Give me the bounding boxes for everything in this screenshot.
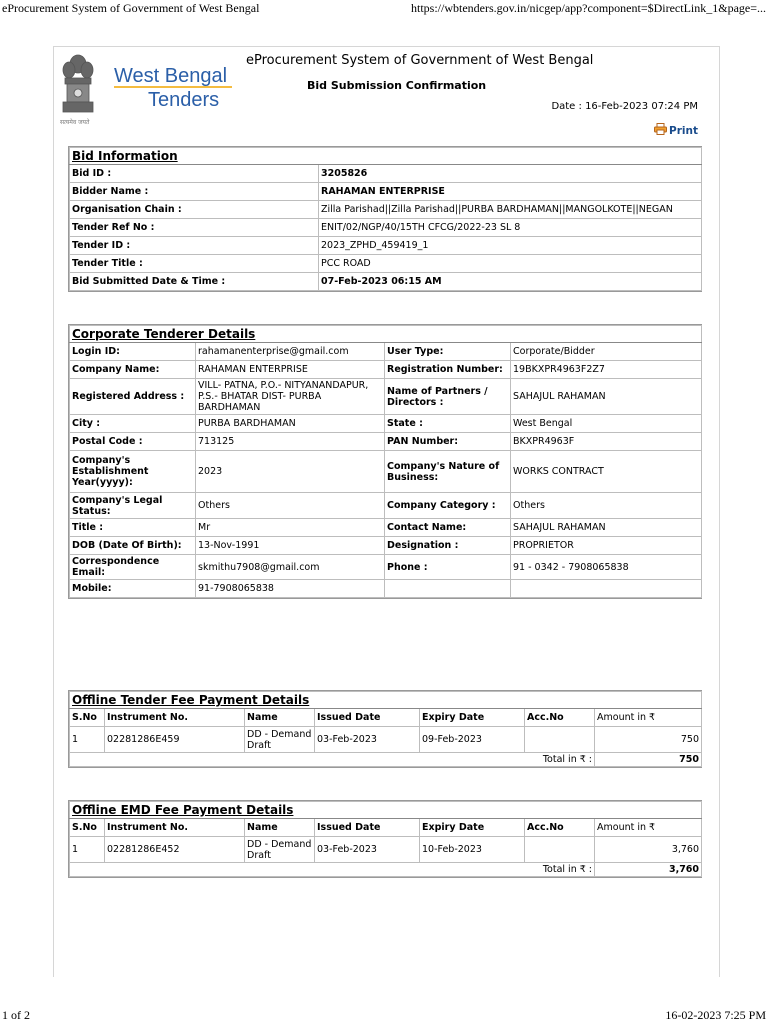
- corporate-value: 13-Nov-1991: [196, 537, 385, 555]
- corporate-row: [70, 451, 702, 493]
- corporate-value: SAHAJUL RAHAMAN: [511, 379, 702, 415]
- corporate-row: [70, 537, 702, 555]
- corporate-label: Registration Number:: [385, 361, 511, 379]
- column-header: Name: [245, 819, 315, 837]
- tender-fee-title: Offline Tender Fee Payment Details: [70, 692, 702, 709]
- bid-info-value: 3205826: [319, 165, 702, 183]
- bid-info-label: Tender ID :: [70, 237, 319, 255]
- corporate-value: [511, 580, 702, 598]
- bid-info-row: [70, 201, 702, 219]
- printer-icon: [654, 123, 667, 138]
- page-title: eProcurement System of Government of West Bengal: [246, 53, 594, 68]
- corporate-row: [70, 433, 702, 451]
- bid-info-value: 07-Feb-2023 06:15 AM: [319, 273, 702, 291]
- fee-cell-instrument: 02281286E459: [105, 727, 245, 753]
- page-subtitle: Bid Submission Confirmation: [307, 79, 487, 92]
- corporate-value: 19BKXPR4963F2Z7: [511, 361, 702, 379]
- corporate-label: Mobile:: [70, 580, 196, 598]
- print-timestamp: 16-02-2023 7:25 PM: [665, 1008, 766, 1022]
- corporate-label: Login ID:: [70, 343, 196, 361]
- corporate-label: City :: [70, 415, 196, 433]
- fee-cell-amount: 750: [595, 727, 702, 753]
- bid-info-row: [70, 273, 702, 291]
- fee-cell-expiry: 10-Feb-2023: [420, 837, 525, 863]
- fee-row: [70, 837, 702, 863]
- bid-information-title: Bid Information: [70, 148, 702, 165]
- bid-info-label: Bid Submitted Date & Time :: [70, 273, 319, 291]
- bid-info-value: RAHAMAN ENTERPRISE: [319, 183, 702, 201]
- bid-info-value: ENIT/02/NGP/40/15TH CFCG/2022-23 SL 8: [319, 219, 702, 237]
- corporate-value: Others: [511, 493, 702, 519]
- corporate-label: State :: [385, 415, 511, 433]
- bid-info-value: 2023_ZPHD_459419_1: [319, 237, 702, 255]
- column-header: Instrument No.: [105, 819, 245, 837]
- bid-info-row: [70, 219, 702, 237]
- svg-text:Tenders: Tenders: [148, 89, 220, 111]
- print-header-url: https://wbtenders.gov.in/nicgep/app?component=$DirectLink_1&page=...: [410, 1, 766, 15]
- column-header: Acc.No: [525, 709, 595, 727]
- column-header: Instrument No.: [105, 709, 245, 727]
- corporate-value: West Bengal: [511, 415, 702, 433]
- bid-info-label: Organisation Chain :: [70, 201, 319, 219]
- bid-info-row: [70, 237, 702, 255]
- fee-row: [70, 727, 702, 753]
- fee-cell-issued: 03-Feb-2023: [315, 837, 420, 863]
- fee-cell-amount: 3,760: [595, 837, 702, 863]
- corporate-label: [385, 580, 511, 598]
- corporate-label: Postal Code :: [70, 433, 196, 451]
- emblem-motto: सत्यमेव जयते: [60, 119, 90, 126]
- column-header: Issued Date: [315, 819, 420, 837]
- corporate-label: Name of Partners / Directors :: [385, 379, 511, 415]
- corporate-value: 91 - 0342 - 7908065838: [511, 555, 702, 580]
- corporate-value: 91-7908065838: [196, 580, 385, 598]
- fee-cell-expiry: 09-Feb-2023: [420, 727, 525, 753]
- tender-fee-section: [68, 690, 702, 768]
- column-header: S.No: [70, 709, 105, 727]
- corporate-value: PURBA BARDHAMAN: [196, 415, 385, 433]
- corporate-value: SAHAJUL RAHAMAN: [511, 519, 702, 537]
- svg-text:West Bengal: West Bengal: [114, 65, 228, 87]
- corporate-value: VILL- PATNA, P.O.- NITYANANDAPUR, P.S.- BHATAR DIST- PURBA BARDHAMAN: [196, 379, 385, 415]
- fee-total-row: [70, 863, 702, 877]
- fee-cell-acc: [525, 837, 595, 863]
- corporate-row: [70, 580, 702, 598]
- corporate-row: [70, 493, 702, 519]
- corporate-value: 2023: [196, 451, 385, 493]
- fee-cell-acc: [525, 727, 595, 753]
- bid-info-row: [70, 255, 702, 273]
- total-amount: 750: [595, 753, 702, 767]
- corporate-value: PROPRIETOR: [511, 537, 702, 555]
- corporate-details-section: [68, 324, 702, 599]
- column-header: Expiry Date: [420, 819, 525, 837]
- print-header-title: eProcurement System of Government of West Bengal: [2, 1, 260, 15]
- corporate-label: Correspondence Email:: [70, 555, 196, 580]
- emd-fee-title: Offline EMD Fee Payment Details: [70, 802, 702, 819]
- bid-info-label: Tender Title :: [70, 255, 319, 273]
- report-date: Date : 16-Feb-2023 07:24 PM: [551, 101, 698, 112]
- corporate-label: Designation :: [385, 537, 511, 555]
- west-bengal-tenders-logo: [56, 50, 232, 126]
- corporate-label: Company Name:: [70, 361, 196, 379]
- column-header: Expiry Date: [420, 709, 525, 727]
- corporate-value: BKXPR4963F: [511, 433, 702, 451]
- fee-cell-sno: 1: [70, 727, 105, 753]
- print-label: Print: [669, 124, 698, 137]
- page-number: 1 of 2: [2, 1008, 30, 1022]
- bid-info-value: Zilla Parishad||Zilla Parishad||PURBA BARDHAMAN||MANGOLKOTE||NEGAN: [319, 201, 702, 219]
- fee-cell-name: DD - Demand Draft: [245, 837, 315, 863]
- corporate-label: User Type:: [385, 343, 511, 361]
- corporate-value: Mr: [196, 519, 385, 537]
- corporate-label: Title :: [70, 519, 196, 537]
- emd-fee-section: [68, 800, 702, 878]
- print-button[interactable]: [654, 123, 698, 138]
- total-label: Total in ₹ :: [70, 863, 595, 877]
- bid-info-label: Bidder Name :: [70, 183, 319, 201]
- corporate-value: Others: [196, 493, 385, 519]
- corporate-value: Corporate/Bidder: [511, 343, 702, 361]
- fee-total-row: [70, 753, 702, 767]
- fee-header-row: [70, 819, 702, 837]
- fee-cell-issued: 03-Feb-2023: [315, 727, 420, 753]
- corporate-row: [70, 379, 702, 415]
- corporate-label: Company's Nature of Business:: [385, 451, 511, 493]
- corporate-row: [70, 519, 702, 537]
- corporate-value: rahamanenterprise@gmail.com: [196, 343, 385, 361]
- print-footer: [0, 1008, 768, 1024]
- column-header: Acc.No: [525, 819, 595, 837]
- column-header: Issued Date: [315, 709, 420, 727]
- total-amount: 3,760: [595, 863, 702, 877]
- corporate-row: [70, 415, 702, 433]
- bid-info-row: [70, 165, 702, 183]
- bid-info-label: Tender Ref No :: [70, 219, 319, 237]
- corporate-label: Company Category :: [385, 493, 511, 519]
- corporate-label: Phone :: [385, 555, 511, 580]
- bid-information-section: [68, 146, 702, 292]
- bid-info-row: [70, 183, 702, 201]
- corporate-details-title: Corporate Tenderer Details: [70, 326, 702, 343]
- corporate-value: skmithu7908@gmail.com: [196, 555, 385, 580]
- column-header: Name: [245, 709, 315, 727]
- corporate-value: WORKS CONTRACT: [511, 451, 702, 493]
- corporate-row: [70, 555, 702, 580]
- column-header: Amount in ₹: [595, 819, 702, 837]
- corporate-label: PAN Number:: [385, 433, 511, 451]
- corporate-row: [70, 343, 702, 361]
- corporate-label: Company's Establishment Year(yyyy):: [70, 451, 196, 493]
- print-header: [0, 0, 768, 18]
- corporate-value: RAHAMAN ENTERPRISE: [196, 361, 385, 379]
- corporate-label: DOB (Date Of Birth):: [70, 537, 196, 555]
- bid-info-label: Bid ID :: [70, 165, 319, 183]
- total-label: Total in ₹ :: [70, 753, 595, 767]
- corporate-value: 713125: [196, 433, 385, 451]
- state-emblem-icon: [56, 50, 232, 126]
- corporate-label: Registered Address :: [70, 379, 196, 415]
- corporate-label: Contact Name:: [385, 519, 511, 537]
- fee-cell-sno: 1: [70, 837, 105, 863]
- fee-header-row: [70, 709, 702, 727]
- column-header: Amount in ₹: [595, 709, 702, 727]
- corporate-row: [70, 361, 702, 379]
- corporate-label: Company's Legal Status:: [70, 493, 196, 519]
- fee-cell-name: DD - Demand Draft: [245, 727, 315, 753]
- bid-info-value: PCC ROAD: [319, 255, 702, 273]
- fee-cell-instrument: 02281286E452: [105, 837, 245, 863]
- column-header: S.No: [70, 819, 105, 837]
